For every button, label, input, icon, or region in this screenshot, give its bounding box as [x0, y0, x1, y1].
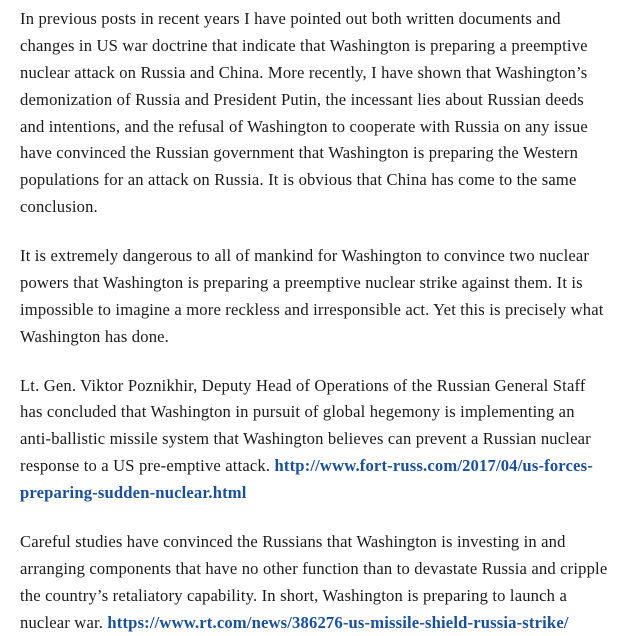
article-link[interactable]: https://www.rt.com/news/386276-us-missile-shield-russia-strike/: [107, 612, 569, 632]
paragraph-text: Lt. Gen. Viktor Poznikhir, Deputy Head of Operations of the Russian General Staff has concluded that Washington in pursuit of global hegemony is implementing an anti-ballistic missile system that Washington believes can prevent a Russian nuclear response to a US pre-emptive attack.: [20, 375, 591, 476]
paragraph-text: It is extremely dangerous to all of mankind for Washington to convince two nuclear powers that Washington is preparing a preemptive nuclear strike against them. It is impossible to imagine a more reckless and irresponsible act. Yet this is precisely what Washington has done.: [20, 246, 604, 346]
paragraph: [20, 529, 610, 636]
paragraph: [20, 373, 610, 507]
paragraph-text: In previous posts in recent years I have pointed out both written documents and changes in US war doctrine that indicate that Washington is preparing a preemptive nuclear attack on Russia and China. More recently, I have shown that Washington’s demonization of Russia and President Putin, the incessant lies about Russian deeds and intentions, and the refusal of Washington to cooperate with Russia on any issue have convinced the Russian government that Washington is preparing the Western populations for an attack on Russia. It is obvious that China has come to the same conclusion.: [20, 9, 588, 217]
paragraph: [20, 243, 610, 351]
paragraph: [20, 6, 610, 221]
article-link[interactable]: http://www.fort-russ.com/2017/04/us-forces-preparing-sudden-nuclear.html: [20, 456, 593, 502]
paragraph-text: Careful studies have convinced the Russians that Washington is investing in and arranging components that have no other function than to devastate Russia and cripple the country’s retaliatory capability. In short, Washington is preparing to launch a nuclear war.: [20, 531, 608, 632]
